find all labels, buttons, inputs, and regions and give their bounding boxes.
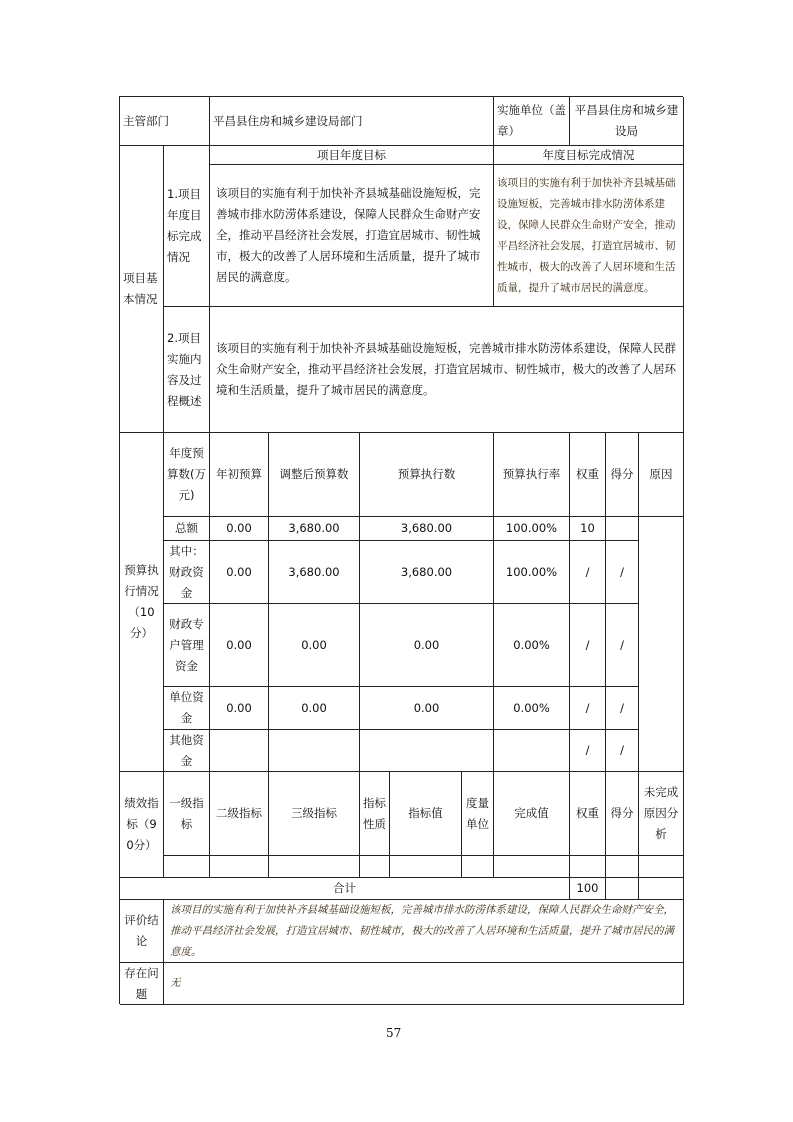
budget-row-label: 其中：财政资金 [164,541,210,604]
performance-evaluation-table [119,96,683,1004]
goal-label: 1.项目年度目标完成情况 [164,146,210,307]
budget-section-label: 预算执行情况（10分） [120,433,164,772]
budget-executed [360,730,494,772]
budget-weight: / [570,541,606,604]
budget-weight: / [570,687,606,730]
completion-text: 该项目的实施有利于加快补齐县城基础设施短板，完善城市排水防涝体系建设，保障人民群众生命财产安全，推动平昌经济社会发展，打造宜居城市、韧性城市，极大的改善了人居环境和生活质量，提升了城市居民的满意度。 [494,165,684,307]
budget-initial: 0.00 [210,541,269,604]
budget-header: 调整后预算数 [269,433,360,517]
completion-header: 年度目标完成情况 [494,146,684,165]
total-label: 合计 [120,878,570,900]
budget-adjusted: 3,680.00 [269,541,360,604]
unit-value: 平昌县住房和城乡建设局 [570,97,684,146]
total-reason [639,878,684,900]
issues-label: 存在问题 [120,963,164,1005]
impl-text: 该项目的实施有利于加快补齐县城基础设施短板，完善城市排水防涝体系建设，保障人民群众生命财产安全，推动平昌经济社会发展，打造宜居城市、韧性城市，极大的改善了人居环境和生活质量，提升了城市居民的满意度。 [210,307,684,433]
budget-executed: 0.00 [360,604,494,687]
budget-initial: 0.00 [210,517,269,541]
perf-cell [360,856,390,878]
budget-score: / [606,604,639,687]
budget-row-label: 单位资金 [164,687,210,730]
impl-label: 2.项目实施内容及过程概述 [164,307,210,433]
perf-header: 完成值 [494,772,570,856]
budget-rate: 0.00% [494,687,570,730]
budget-rate [494,730,570,772]
dept-label: 主管部门 [120,97,210,146]
budget-header: 权重 [570,433,606,517]
budget-executed: 0.00 [360,687,494,730]
perf-cell [390,856,462,878]
budget-rate: 100.00% [494,541,570,604]
budget-header: 预算执行数 [360,433,494,517]
perf-cell [639,856,684,878]
perf-cell [164,856,210,878]
perf-header: 未完成原因分析 [639,772,684,856]
budget-row-label: 其他资金 [164,730,210,772]
goal-text: 该项目的实施有利于加快补齐县城基础设施短板，完善城市排水防涝体系建设，保障人民群众生命财产安全，推动平昌经济社会发展，打造宜居城市、韧性城市，极大的改善了人居环境和生活质量，提升了城市居民的满意度。 [210,165,494,307]
perf-header: 得分 [606,772,639,856]
budget-initial [210,730,269,772]
budget-adjusted [269,730,360,772]
budget-weight: 10 [570,517,606,541]
perf-header: 二级指标 [210,772,269,856]
budget-header: 预算执行率 [494,433,570,517]
budget-adjusted: 0.00 [269,687,360,730]
perf-header: 指标性质 [360,772,390,856]
unit-label: 实施单位（盖章） [494,97,570,146]
budget-row-label: 总额 [164,517,210,541]
basic-section-label: 项目基本情况 [120,146,164,433]
budget-header: 得分 [606,433,639,517]
perf-cell [494,856,570,878]
budget-adjusted: 3,680.00 [269,517,360,541]
perf-cell [210,856,269,878]
budget-weight: / [570,730,606,772]
conclusion-text: 该项目的实施有利于加快补齐县城基础设施短板，完善城市排水防涝体系建设，保障人民群众生命财产安全，推动平昌经济社会发展，打造宜居城市、韧性城市，极大的改善了人居环境和生活质量，提升了城市居民的满意度。 [164,900,684,963]
perf-cell [462,856,494,878]
goal-header: 项目年度目标 [210,146,494,165]
perf-header: 指标值 [390,772,462,856]
budget-rate: 100.00% [494,517,570,541]
budget-executed: 3,680.00 [360,517,494,541]
budget-header: 原因 [639,433,684,517]
budget-score [606,517,639,541]
budget-adjusted: 0.00 [269,604,360,687]
budget-row-label: 财政专户管理资金 [164,604,210,687]
perf-header: 权重 [570,772,606,856]
perf-cell [570,856,606,878]
performance-section-label: 绩效指标（90分） [120,772,164,878]
total-weight: 100 [570,878,606,900]
dept-value: 平昌县住房和城乡建设局部门 [210,97,494,146]
budget-header: 年度预算数(万元) [164,433,210,517]
budget-score: / [606,730,639,772]
conclusion-label: 评价结论 [120,900,164,963]
perf-header: 一级指标 [164,772,210,856]
issues-text: 无 [164,963,684,1005]
page-number: 57 [386,1026,402,1040]
perf-cell [606,856,639,878]
budget-score: / [606,541,639,604]
budget-score: / [606,687,639,730]
total-score [606,878,639,900]
budget-initial: 0.00 [210,687,269,730]
budget-header: 年初预算 [210,433,269,517]
budget-weight: / [570,604,606,687]
budget-reason-cell [639,517,684,772]
perf-header: 三级指标 [269,772,360,856]
perf-header: 度量单位 [462,772,494,856]
budget-initial: 0.00 [210,604,269,687]
budget-rate: 0.00% [494,604,570,687]
perf-cell [269,856,360,878]
budget-executed: 3,680.00 [360,541,494,604]
